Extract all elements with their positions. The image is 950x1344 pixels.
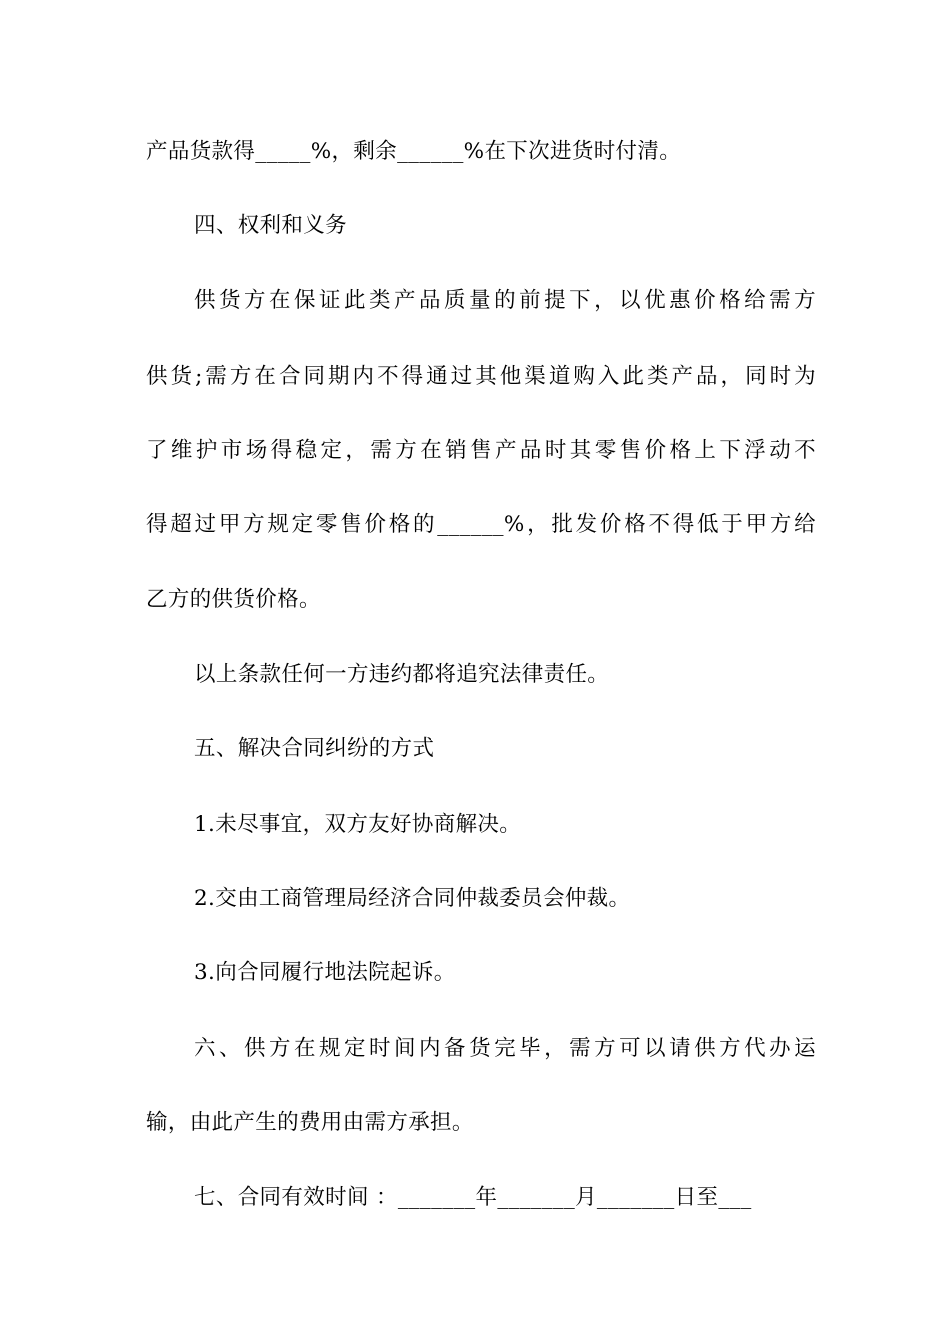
- text-line-retail-price-limit: 得超过甲方规定零售价格的______%，批发价格不得低于甲方给: [146, 512, 816, 537]
- text-line-transport-cost: 输，由此产生的费用由需方承担。: [146, 1110, 474, 1135]
- list-item-arbitration: 2.交由工商管理局经济合同仲裁委员会仲裁。: [194, 886, 631, 911]
- section-heading-transport: 六、供方在规定时间内备货完毕，需方可以请供方代办运: [194, 1036, 816, 1061]
- text-line-market-stability: 了维护市场得稳定，需方在销售产品时其零售价格上下浮动不: [146, 438, 816, 463]
- text-line-breach-liability: 以上条款任何一方违约都将追究法律责任。: [194, 662, 610, 687]
- section-heading-dispute-resolution: 五、解决合同纠纷的方式: [194, 736, 435, 761]
- section-heading-validity-period: 七、合同有效时间 ：_______年_______月_______日至___: [194, 1185, 752, 1210]
- text-line-purchase-channel: 供货;需方在合同期内不得通过其他渠道购入此类产品，同时为: [146, 364, 816, 389]
- text-line-payment-terms: 产品货款得_____%，剩余______%在下次进货时付清。: [146, 139, 682, 164]
- list-item-lawsuit: 3.向合同履行地法院起诉。: [194, 960, 456, 985]
- section-heading-rights-obligations: 四、权利和义务: [194, 213, 347, 238]
- text-line-supply-quality: 供货方在保证此类产品质量的前提下，以优惠价格给需方: [194, 288, 816, 313]
- text-line-supply-price: 乙方的供货价格。: [146, 587, 321, 612]
- list-item-negotiation: 1.未尽事宜，双方友好协商解决。: [194, 812, 522, 837]
